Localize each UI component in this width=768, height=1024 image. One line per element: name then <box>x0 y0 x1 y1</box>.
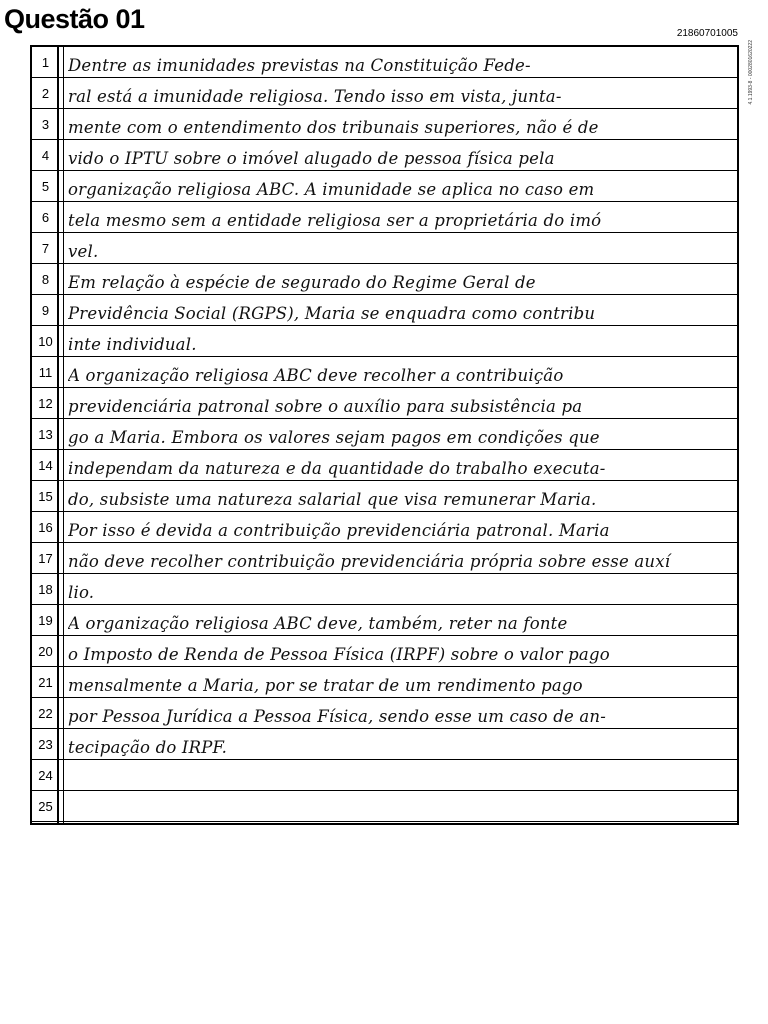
handwritten-text: ral está a imunidade religiosa. Tendo isso em vista, junta- <box>68 87 562 106</box>
answer-line <box>32 109 737 140</box>
answer-line <box>32 78 737 109</box>
line-number: 21 <box>38 675 53 690</box>
answer-line <box>32 512 737 543</box>
answer-line <box>32 264 737 295</box>
handwritten-text: o Imposto de Renda de Pessoa Física (IRPF) sobre o valor pago <box>68 645 610 664</box>
handwritten-text: previdenciária patronal sobre o auxílio para subsistência pa <box>68 397 583 416</box>
line-number: 13 <box>38 427 53 442</box>
line-number: 5 <box>41 179 50 194</box>
answer-line <box>32 388 737 419</box>
line-number: 25 <box>38 799 53 814</box>
answer-line <box>32 202 737 233</box>
answer-line <box>32 760 737 791</box>
answer-line <box>32 698 737 729</box>
line-number: 16 <box>38 520 53 535</box>
answer-line <box>32 171 737 202</box>
line-number: 12 <box>38 396 53 411</box>
line-number: 17 <box>38 551 53 566</box>
handwritten-text: do, subsiste uma natureza salarial que visa remunerar Maria. <box>68 490 597 509</box>
answer-line <box>32 450 737 481</box>
line-number: 14 <box>38 458 53 473</box>
handwritten-text: Por isso é devida a contribuição previdenciária patronal. Maria <box>68 521 610 540</box>
handwritten-text: Em relação à espécie de segurado do Regime Geral de <box>68 273 536 292</box>
handwritten-text: vido o IPTU sobre o imóvel alugado de pessoa física pela <box>68 149 555 168</box>
answer-line <box>32 729 737 760</box>
side-barcode-text: 4.1.1993-8 - 0002801620222 <box>748 40 754 105</box>
handwritten-text: A organização religiosa ABC deve, também, reter na fonte <box>68 614 568 633</box>
handwritten-text: vel. <box>68 242 99 261</box>
question-title: Questão 01 <box>4 4 145 34</box>
line-number: 1 <box>41 55 50 70</box>
line-number: 19 <box>38 613 53 628</box>
handwritten-text: A organização religiosa ABC deve recolher a contribuição <box>68 366 564 385</box>
line-number: 8 <box>41 272 50 287</box>
line-number: 2 <box>41 86 50 101</box>
handwritten-text: independam da natureza e da quantidade do trabalho executa- <box>68 459 606 478</box>
line-number: 11 <box>38 365 53 380</box>
answer-line <box>32 140 737 171</box>
handwritten-text: mensalmente a Maria, por se tratar de um rendimento pago <box>68 676 583 695</box>
answer-line <box>32 605 737 636</box>
answer-line <box>32 357 737 388</box>
handwritten-text: lio. <box>68 583 95 602</box>
answer-line <box>32 233 737 264</box>
line-number: 9 <box>41 303 50 318</box>
handwritten-text: go a Maria. Embora os valores sejam pagos em condições que <box>68 428 600 447</box>
handwritten-text: tela mesmo sem a entidade religiosa ser a proprietária do imó <box>68 211 602 230</box>
line-number: 4 <box>41 148 50 163</box>
handwritten-text: mente com o entendimento dos tribunais superiores, não é de <box>68 118 599 137</box>
line-number: 24 <box>38 768 53 783</box>
answer-line <box>32 47 737 78</box>
handwritten-text: inte individual. <box>68 335 197 354</box>
document-code: 21860701005 <box>676 28 738 39</box>
handwritten-text: por Pessoa Jurídica a Pessoa Física, sendo esse um caso de an- <box>68 707 607 726</box>
handwritten-text: Dentre as imunidades previstas na Constituição Fede- <box>68 56 531 75</box>
line-number: 6 <box>41 210 50 225</box>
line-number: 20 <box>38 644 53 659</box>
handwritten-text: Previdência Social (RGPS), Maria se enquadra como contribu <box>68 304 596 323</box>
line-number: 22 <box>38 706 53 721</box>
handwritten-text: tecipação do IRPF. <box>68 738 228 757</box>
answer-line <box>32 791 737 822</box>
answer-line <box>32 667 737 698</box>
handwritten-text: não deve recolher contribuição previdenciária própria sobre esse auxí <box>68 552 671 571</box>
line-number: 18 <box>38 582 53 597</box>
answer-line <box>32 326 737 357</box>
answer-sheet <box>30 45 739 825</box>
handwritten-text: organização religiosa ABC. A imunidade se aplica no caso em <box>68 180 595 199</box>
line-number: 7 <box>41 241 50 256</box>
line-number: 3 <box>41 117 50 132</box>
answer-line <box>32 295 737 326</box>
line-number: 10 <box>38 334 53 349</box>
answer-line <box>32 636 737 667</box>
answer-line <box>32 543 737 574</box>
answer-line <box>32 574 737 605</box>
answer-line <box>32 481 737 512</box>
line-number: 23 <box>38 737 53 752</box>
answer-line <box>32 419 737 450</box>
line-number: 15 <box>38 489 53 504</box>
